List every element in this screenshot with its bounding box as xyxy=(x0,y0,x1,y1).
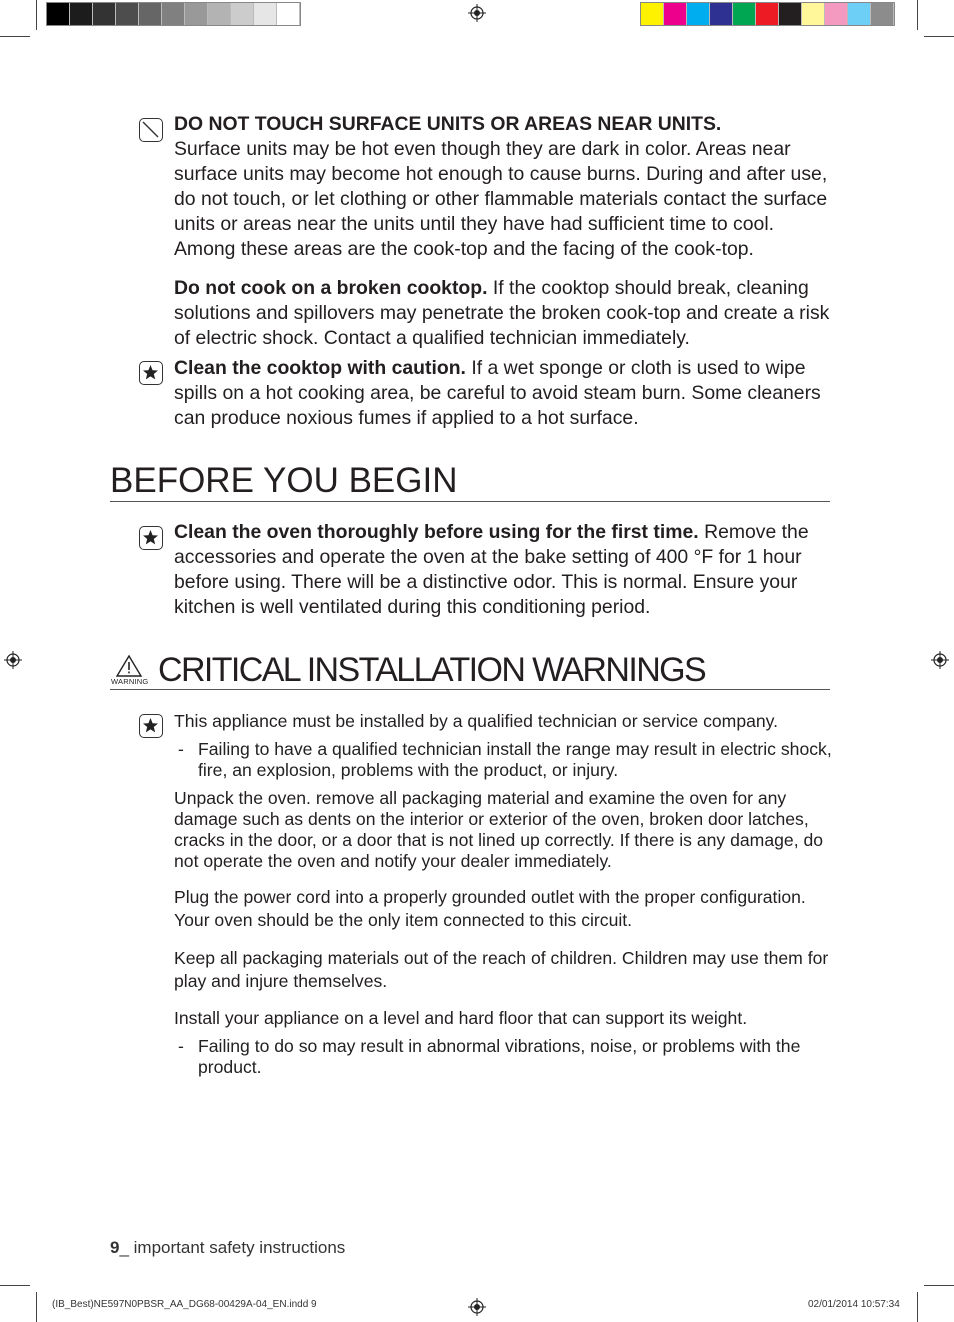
sub-bullet xyxy=(178,739,833,781)
sub-bullet-text: Failing to do so may result in abnormal vibrations, noise, or problems with the product. xyxy=(198,1036,801,1077)
gray-swatch xyxy=(47,3,70,25)
registration-mark-icon xyxy=(468,4,486,22)
warning-heading: DO NOT TOUCH SURFACE UNITS OR AREAS NEAR UNITS. xyxy=(174,113,722,135)
star-caution-icon xyxy=(139,714,163,738)
footer-label: _ important safety instructions xyxy=(119,1238,346,1257)
star-caution-icon xyxy=(139,526,163,550)
print-slug-timestamp: 02/01/2014 10:57:34 xyxy=(808,1299,900,1310)
warning-no-touch-surface xyxy=(174,112,834,262)
caution-text: Remove the accessories and operate the oven at the bake setting of 400 °F for 1 hour before using. There will be a distinctive odor. This is normal. Ensure your kitchen is well ventilated during this conditioning period. xyxy=(174,521,809,618)
dash: - xyxy=(178,739,184,759)
page-footer xyxy=(110,1238,345,1258)
color-swatch xyxy=(733,3,756,25)
grayscale-color-bar xyxy=(46,2,301,26)
warning-label: WARNING xyxy=(111,677,149,686)
gray-swatch xyxy=(162,3,185,25)
install-level-floor: Install your appliance on a level and hard floor that can support its weight. xyxy=(174,1008,748,1028)
caution-heading: Clean the oven thoroughly before using for the first time. xyxy=(174,521,699,543)
print-slug-filename: (IB_Best)NE597N0PBSR_AA_DG68-00429A-04_EN.indd 9 xyxy=(52,1299,317,1310)
warning-broken-cooktop xyxy=(174,276,834,351)
warning-heading: Do not cook on a broken cooktop. xyxy=(174,277,488,299)
gray-swatch xyxy=(254,3,277,25)
color-swatch xyxy=(756,3,779,25)
crop-mark xyxy=(0,1285,30,1286)
registration-mark-icon xyxy=(4,651,22,669)
warning-text: If the cooktop should break, cleaning solutions and spillovers may penetrate the broken cook-top and create a risk of electric shock. Contact a qualified technician immediately. xyxy=(174,277,830,349)
star-caution-icon xyxy=(139,361,163,385)
gray-swatch xyxy=(185,3,208,25)
section-title-critical-installation-warnings xyxy=(110,651,830,690)
section-title-before-you-begin: BEFORE YOU BEGIN xyxy=(110,461,830,502)
prohibited-icon xyxy=(139,118,163,142)
color-swatch xyxy=(664,3,687,25)
gray-swatch xyxy=(277,3,300,25)
registration-mark-icon xyxy=(931,651,949,669)
crop-mark xyxy=(924,36,954,37)
install-power-cord: Plug the power cord into a properly grounded outlet with the proper configuration. Your oven should be the only item connected to this circuit. xyxy=(174,887,806,930)
crop-mark xyxy=(36,1292,37,1322)
gray-swatch xyxy=(93,3,116,25)
gray-swatch xyxy=(231,3,254,25)
color-swatch xyxy=(848,3,871,25)
page-number: 9 xyxy=(110,1238,120,1257)
caution-heading: Clean the cooktop with caution. xyxy=(174,357,466,379)
gray-swatch xyxy=(139,3,162,25)
warning-symbol xyxy=(110,653,150,687)
install-unpack-oven: Unpack the oven. remove all packaging material and examine the oven for any damage such as dents on the interior or exterior of the oven, broken door latches, cracks in the door, or a door that is not lined up correctly. If there is any damage, do not operate the oven and notify your dealer immediately. xyxy=(174,788,824,871)
warning-triangle-icon xyxy=(110,653,146,677)
warning-text: Surface units may be hot even though they are dark in color. Areas near surface units may become hot enough to cause burns. During and after use, do not touch, or let clothing or other flammable materials contact the surface units or areas near the units until they have had sufficient time to cool. Among these areas are the cook-top and the facing of the cook-top. xyxy=(174,138,828,260)
gray-swatch xyxy=(116,3,139,25)
color-swatch xyxy=(825,3,848,25)
sub-bullet-text: Failing to have a qualified technician install the range may result in electric shock, fire, an explosion, problems with the product, or injury. xyxy=(198,739,832,780)
color-swatch xyxy=(687,3,710,25)
gray-swatch xyxy=(70,3,93,25)
crop-mark xyxy=(917,0,918,30)
color-swatch xyxy=(641,3,664,25)
section-title: CRITICAL INSTALLATION WARNINGS xyxy=(158,651,706,689)
install-packaging-children: Keep all packaging materials out of the reach of children. Children may use them for play and injure themselves. xyxy=(174,948,829,991)
color-swatch xyxy=(802,3,825,25)
crop-mark xyxy=(0,36,30,37)
crop-mark xyxy=(36,0,37,30)
registration-mark-icon xyxy=(468,1298,486,1316)
process-color-bar xyxy=(640,2,895,26)
install-qualified-technician: This appliance must be installed by a qualified technician or service company. xyxy=(174,711,779,731)
gray-swatch xyxy=(208,3,231,25)
color-swatch xyxy=(871,3,894,25)
caution-text: If a wet sponge or cloth is used to wipe spills on a hot cooking area, be careful to avoid steam burn. Some cleaners can produce noxious fumes if applied to a hot surface. xyxy=(174,357,821,429)
caution-clean-oven xyxy=(174,520,834,620)
color-swatch xyxy=(779,3,802,25)
dash: - xyxy=(178,1036,184,1056)
crop-mark xyxy=(924,1285,954,1286)
crop-mark xyxy=(917,1292,918,1322)
sub-bullet xyxy=(178,1036,833,1078)
color-swatch xyxy=(710,3,733,25)
caution-clean-cooktop xyxy=(174,356,834,431)
